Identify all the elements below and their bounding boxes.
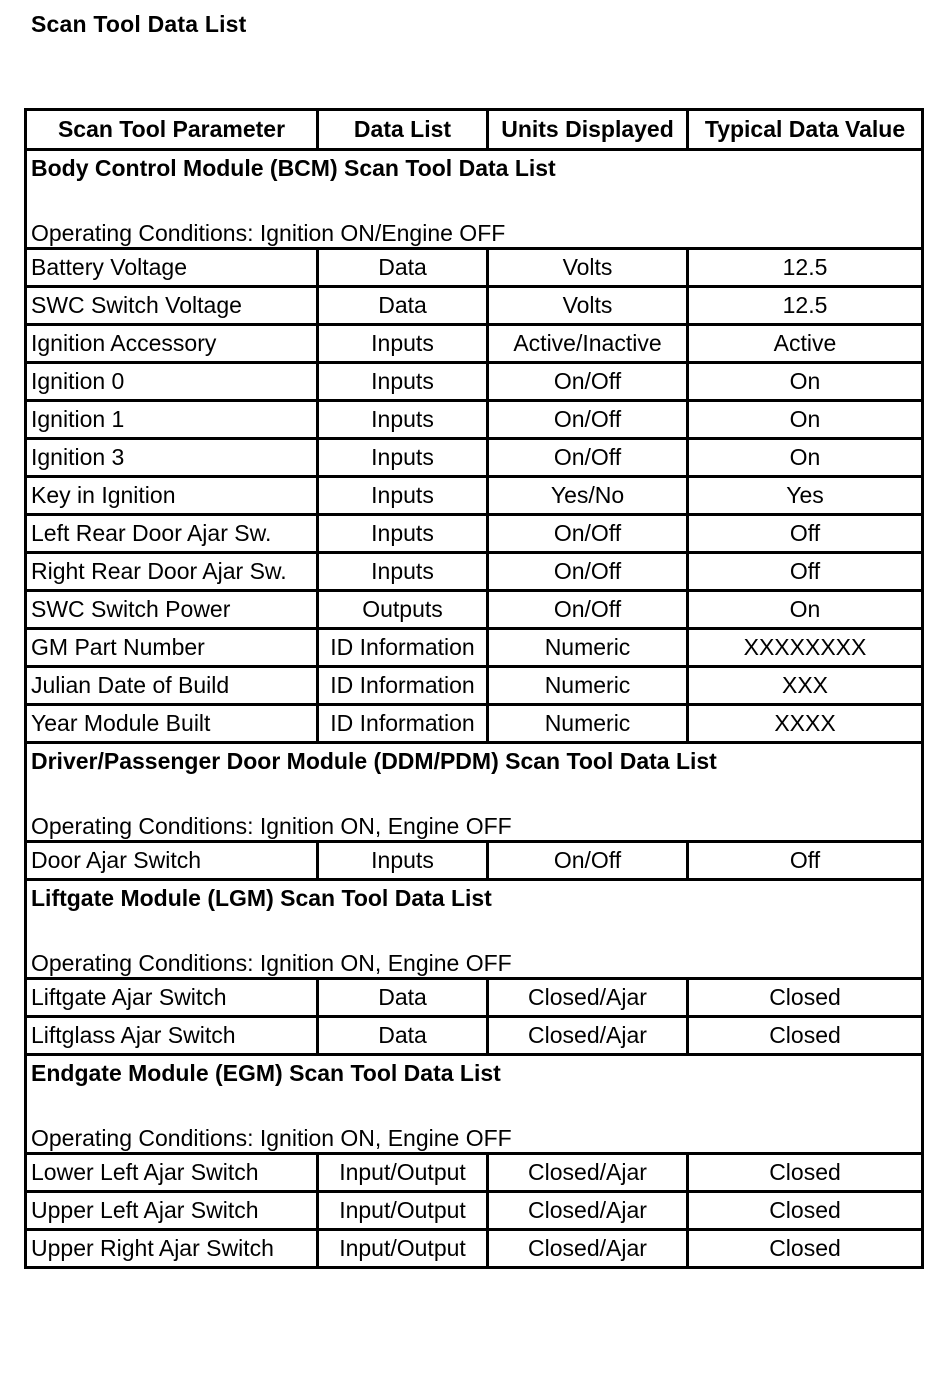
operating-conditions: Operating Conditions: Ignition ON, Engine OFF [31, 950, 512, 976]
parameter-cell: Year Module Built [26, 705, 318, 743]
typical-value-cell: XXXX [688, 705, 923, 743]
parameter-cell: SWC Switch Voltage [26, 287, 318, 325]
header-scan-tool-parameter: Scan Tool Parameter [26, 110, 318, 150]
table-row [26, 979, 923, 1017]
parameter-cell: Key in Ignition [26, 477, 318, 515]
parameter-cell: Ignition Accessory [26, 325, 318, 363]
header-units-displayed: Units Displayed [488, 110, 688, 150]
typical-value-cell: On [688, 363, 923, 401]
table-row [26, 287, 923, 325]
units-cell: On/Off [488, 591, 688, 629]
typical-value-cell: On [688, 591, 923, 629]
table-row [26, 1154, 923, 1192]
parameter-cell: Upper Right Ajar Switch [26, 1230, 318, 1268]
parameter-cell: Liftglass Ajar Switch [26, 1017, 318, 1055]
parameter-cell: GM Part Number [26, 629, 318, 667]
table-row [26, 325, 923, 363]
typical-value-cell: 12.5 [688, 287, 923, 325]
table-row [26, 1192, 923, 1230]
units-cell: On/Off [488, 515, 688, 553]
units-cell: Closed/Ajar [488, 1154, 688, 1192]
data-list-cell: ID Information [318, 705, 488, 743]
parameter-cell: SWC Switch Power [26, 591, 318, 629]
data-list-cell: Inputs [318, 553, 488, 591]
parameter-cell: Ignition 1 [26, 401, 318, 439]
section-header-cell [26, 150, 923, 249]
typical-value-cell: Closed [688, 1017, 923, 1055]
parameter-cell: Julian Date of Build [26, 667, 318, 705]
typical-value-cell: Yes [688, 477, 923, 515]
typical-value-cell: Off [688, 842, 923, 880]
units-cell: On/Off [488, 363, 688, 401]
section-header-row [26, 1055, 923, 1154]
table-row [26, 629, 923, 667]
table-row [26, 1017, 923, 1055]
parameter-cell: Left Rear Door Ajar Sw. [26, 515, 318, 553]
data-list-cell: Inputs [318, 515, 488, 553]
parameter-cell: Battery Voltage [26, 249, 318, 287]
typical-value-cell: Off [688, 515, 923, 553]
units-cell: Closed/Ajar [488, 979, 688, 1017]
section-title: Driver/Passenger Door Module (DDM/PDM) Scan Tool Data List [31, 748, 717, 774]
operating-conditions: Operating Conditions: Ignition ON, Engine OFF [31, 813, 512, 839]
typical-value-cell: 12.5 [688, 249, 923, 287]
units-cell: Numeric [488, 705, 688, 743]
typical-value-cell: On [688, 401, 923, 439]
data-list-cell: Input/Output [318, 1192, 488, 1230]
parameter-cell: Door Ajar Switch [26, 842, 318, 880]
parameter-cell: Ignition 3 [26, 439, 318, 477]
table-row [26, 515, 923, 553]
data-list-cell: Inputs [318, 477, 488, 515]
typical-value-cell: On [688, 439, 923, 477]
data-list-cell: ID Information [318, 629, 488, 667]
data-list-cell: Data [318, 287, 488, 325]
table-row [26, 591, 923, 629]
typical-value-cell: Closed [688, 1154, 923, 1192]
data-list-cell: Outputs [318, 591, 488, 629]
parameter-cell: Lower Left Ajar Switch [26, 1154, 318, 1192]
table-row [26, 842, 923, 880]
units-cell: Numeric [488, 629, 688, 667]
units-cell: Volts [488, 287, 688, 325]
section-title: Liftgate Module (LGM) Scan Tool Data List [31, 885, 492, 911]
units-cell: Closed/Ajar [488, 1017, 688, 1055]
section-title: Endgate Module (EGM) Scan Tool Data List [31, 1060, 501, 1086]
units-cell: Closed/Ajar [488, 1230, 688, 1268]
table-row [26, 439, 923, 477]
typical-value-cell: XXXXXXXX [688, 629, 923, 667]
header-row [26, 110, 923, 150]
table-row [26, 1230, 923, 1268]
units-cell: Closed/Ajar [488, 1192, 688, 1230]
scan-tool-data-table [24, 108, 924, 1269]
section-title: Body Control Module (BCM) Scan Tool Data List [31, 155, 556, 181]
data-list-cell: Inputs [318, 363, 488, 401]
section-header-row [26, 743, 923, 842]
parameter-cell: Upper Left Ajar Switch [26, 1192, 318, 1230]
table-row [26, 705, 923, 743]
data-list-cell: Data [318, 979, 488, 1017]
section-header-row [26, 880, 923, 979]
parameter-cell: Ignition 0 [26, 363, 318, 401]
units-cell: Active/Inactive [488, 325, 688, 363]
data-list-cell: Inputs [318, 842, 488, 880]
header-data-list: Data List [318, 110, 488, 150]
units-cell: On/Off [488, 553, 688, 591]
units-cell: On/Off [488, 401, 688, 439]
data-list-cell: Inputs [318, 439, 488, 477]
operating-conditions: Operating Conditions: Ignition ON/Engine OFF [31, 220, 506, 246]
table-row [26, 553, 923, 591]
section-header-cell [26, 880, 923, 979]
typical-value-cell: Active [688, 325, 923, 363]
typical-value-cell: Off [688, 553, 923, 591]
section-header-cell [26, 1055, 923, 1154]
header-typical-data-value: Typical Data Value [688, 110, 923, 150]
typical-value-cell: Closed [688, 1230, 923, 1268]
units-cell: Numeric [488, 667, 688, 705]
units-cell: On/Off [488, 439, 688, 477]
units-cell: Volts [488, 249, 688, 287]
data-list-cell: Inputs [318, 325, 488, 363]
typical-value-cell: Closed [688, 1192, 923, 1230]
data-list-cell: Inputs [318, 401, 488, 439]
data-list-cell: Input/Output [318, 1154, 488, 1192]
table-body [26, 150, 923, 1268]
page-title: Scan Tool Data List [31, 11, 247, 37]
table-row [26, 249, 923, 287]
typical-value-cell: XXX [688, 667, 923, 705]
operating-conditions: Operating Conditions: Ignition ON, Engine OFF [31, 1125, 512, 1151]
data-list-cell: Input/Output [318, 1230, 488, 1268]
table-row [26, 477, 923, 515]
section-header-row [26, 150, 923, 249]
table-row [26, 667, 923, 705]
parameter-cell: Right Rear Door Ajar Sw. [26, 553, 318, 591]
table-row [26, 401, 923, 439]
typical-value-cell: Closed [688, 979, 923, 1017]
parameter-cell: Liftgate Ajar Switch [26, 979, 318, 1017]
table-row [26, 363, 923, 401]
units-cell: On/Off [488, 842, 688, 880]
data-list-cell: ID Information [318, 667, 488, 705]
data-list-cell: Data [318, 249, 488, 287]
units-cell: Yes/No [488, 477, 688, 515]
section-header-cell [26, 743, 923, 842]
data-list-cell: Data [318, 1017, 488, 1055]
